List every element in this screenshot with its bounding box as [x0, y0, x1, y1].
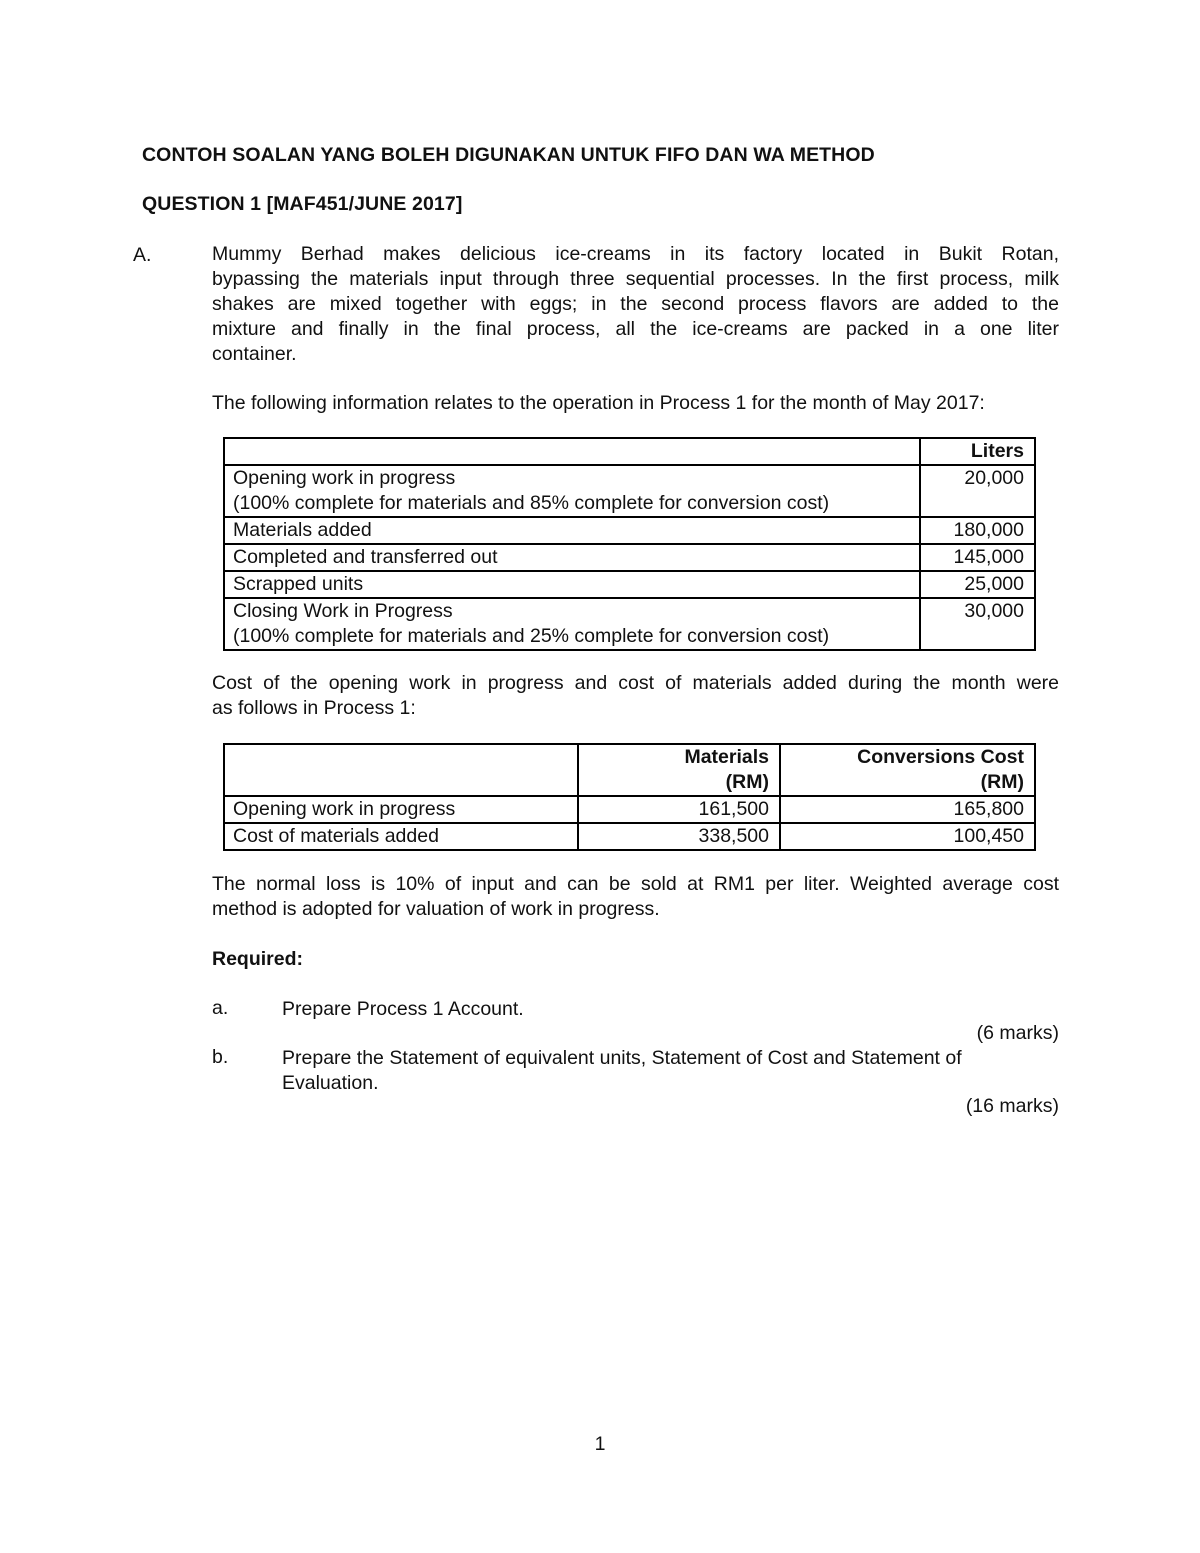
item-marks: (6 marks) — [976, 1022, 1059, 1044]
page-number: 1 — [594, 1433, 606, 1455]
loss-line: The normal loss is 10% of input and can be sold at RM1 per liter. Weighted average cost — [212, 873, 1059, 895]
table-cell — [224, 465, 920, 517]
conversion-header — [780, 744, 1035, 796]
item-text-line: Prepare the Statement of equivalent units, Statement of Cost and Statement of — [282, 1047, 962, 1069]
row-value: 180,000 — [920, 517, 1035, 544]
cost-line: Cost of the opening work in progress and cost of materials added during the month were — [212, 672, 1059, 694]
materials-header-line: Materials — [684, 746, 769, 768]
loss-paragraph — [212, 872, 1059, 922]
row-label: Closing Work in Progress — [233, 600, 453, 622]
liters-header: Liters — [920, 438, 1035, 465]
table-row — [224, 465, 1035, 517]
conversion-header-unit: (RM) — [980, 771, 1024, 793]
row-label: Opening work in progress — [233, 467, 456, 489]
intro-line: shakes are mixed together with eggs; in the second process flavors are added to the — [212, 293, 1059, 315]
table-header-row — [224, 438, 1035, 465]
intro-line: Mummy Berhad makes delicious ice-creams in its factory located in Bukit Rotan, — [212, 243, 1059, 265]
row-label: Scrapped units — [224, 571, 920, 598]
table-cell — [224, 598, 920, 650]
row-value: 30,000 — [920, 598, 1035, 650]
table-row — [224, 823, 1035, 850]
materials-header-unit: (RM) — [725, 771, 769, 793]
materials-value: 338,500 — [578, 823, 780, 850]
item-text: Prepare Process 1 Account. — [282, 998, 524, 1020]
table-row — [224, 517, 1035, 544]
row-sublabel: (100% complete for materials and 85% complete for conversion cost) — [233, 492, 830, 514]
intro-line: bypassing the materials input through three sequential processes. In the first process, milk — [212, 268, 1059, 290]
table-row — [224, 598, 1035, 650]
info-sentence: The following information relates to the operation in Process 1 for the month of May 2017: — [212, 392, 985, 414]
table-cell — [224, 744, 578, 796]
row-value: 25,000 — [920, 571, 1035, 598]
row-value: 145,000 — [920, 544, 1035, 571]
question-heading: QUESTION 1 [MAF451/JUNE 2017] — [142, 193, 463, 215]
cost-line: as follows in Process 1: — [212, 697, 416, 719]
section-label: A. — [133, 244, 152, 266]
conversion-value: 100,450 — [780, 823, 1035, 850]
row-label: Completed and transferred out — [224, 544, 920, 571]
table-row — [224, 571, 1035, 598]
intro-line: mixture and finally in the final process, all the ice-creams are packed in a one liter — [212, 318, 1059, 340]
required-label: Required: — [212, 948, 304, 970]
item-text — [282, 1046, 1059, 1096]
process-units-table — [223, 437, 1036, 651]
item-marks: (16 marks) — [965, 1095, 1059, 1117]
materials-value: 161,500 — [578, 796, 780, 823]
process-cost-table — [223, 743, 1036, 851]
item-letter: b. — [212, 1046, 229, 1068]
table-header-row — [224, 744, 1035, 796]
materials-header — [578, 744, 780, 796]
document-title: CONTOH SOALAN YANG BOLEH DIGUNAKAN UNTUK FIFO DAN WA METHOD — [142, 144, 875, 166]
row-label: Opening work in progress — [224, 796, 578, 823]
conversion-value: 165,800 — [780, 796, 1035, 823]
table-row — [224, 796, 1035, 823]
intro-line: container. — [212, 343, 297, 365]
conversion-header-line: Conversions Cost — [857, 746, 1024, 768]
cost-paragraph — [212, 671, 1059, 721]
row-value: 20,000 — [920, 465, 1035, 517]
row-label: Cost of materials added — [224, 823, 578, 850]
intro-paragraph — [212, 242, 1059, 367]
row-label: Materials added — [224, 517, 920, 544]
item-text-line: Evaluation. — [282, 1072, 379, 1094]
table-cell — [224, 438, 920, 465]
row-sublabel: (100% complete for materials and 25% complete for conversion cost) — [233, 625, 830, 647]
loss-line: method is adopted for valuation of work in progress. — [212, 898, 660, 920]
table-row — [224, 544, 1035, 571]
item-letter: a. — [212, 997, 229, 1019]
